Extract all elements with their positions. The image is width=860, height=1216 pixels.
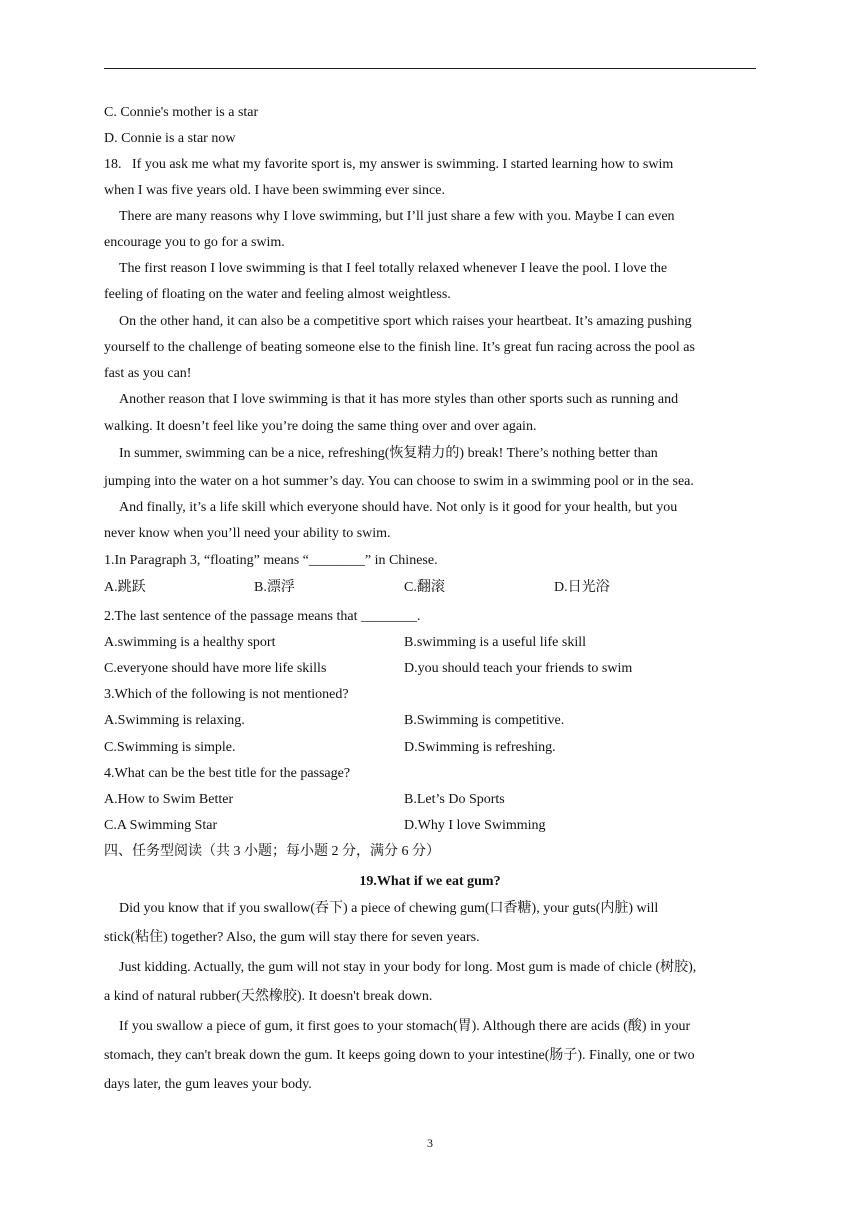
passage-line: days later, the gum leaves your body.: [104, 1077, 312, 1092]
question-1-stem: 1.In Paragraph 3, “floating” means “________” in Chinese.: [104, 553, 438, 568]
question-4-option-a: A.How to Swim Better: [104, 792, 234, 807]
question-2-option-a: A.swimming is a healthy sport: [104, 635, 276, 650]
question-3-option-b: B.Swimming is competitive.: [404, 713, 565, 728]
passage-line: encourage you to go for a swim.: [104, 235, 285, 250]
passage-line: The first reason I love swimming is that I feel totally relaxed whenever I leave the pool. I love the: [119, 261, 668, 276]
passage-line: On the other hand, it can also be a competitive sport which raises your heartbeat. It’s amazing pushing: [119, 314, 692, 329]
passage-line: jumping into the water on a hot summer’s day. You can choose to swim in a swimming pool or in the sea.: [104, 474, 694, 489]
passage-line: when I was five years old. I have been swimming ever since.: [104, 183, 445, 198]
question-2-option-d: D.you should teach your friends to swim: [404, 661, 633, 676]
passage-line: walking. It doesn’t feel like you’re doing the same thing over and over again.: [104, 419, 537, 434]
question-2-option-c: C.everyone should have more life skills: [104, 661, 327, 676]
question-4-stem: 4.What can be the best title for the passage?: [104, 766, 351, 781]
passage-line: fast as you can!: [104, 366, 192, 381]
question-4-option-b: B.Let’s Do Sports: [404, 792, 505, 807]
question-3-option-d: D.Swimming is refreshing.: [404, 740, 556, 755]
question-4-option-d: D.Why I love Swimming: [404, 818, 546, 833]
header-rule: [104, 68, 756, 69]
question-2-option-b: B.swimming is a useful life skill: [404, 635, 586, 650]
question-3-option-c: C.Swimming is simple.: [104, 740, 236, 755]
option-c-line: C. Connie's mother is a star: [104, 105, 259, 120]
passage-title: 19.What if we eat gum?: [359, 874, 501, 889]
passage-line: yourself to the challenge of beating someone else to the finish line. It’s great fun racing across the pool as: [104, 340, 695, 355]
passage-line: There are many reasons why I love swimming, but I’ll just share a few with you. Maybe I can even: [119, 209, 675, 224]
passage-line: Did you know that if you swallow(吞下) a piece of chewing gum(口香糖), your guts(内脏) will: [119, 901, 659, 916]
question-4-option-c: C.A Swimming Star: [104, 818, 218, 833]
question-3-option-a: A.Swimming is relaxing.: [104, 713, 245, 728]
passage-line: feeling of floating on the water and feeling almost weightless.: [104, 287, 451, 302]
passage-line: Another reason that I love swimming is that it has more styles than other sports such as running and: [119, 392, 679, 407]
question-1-option-c: C.翻滚: [404, 580, 445, 595]
section-heading: 四、任务型阅读（共 3 小题；每小题 2 分，满分 6 分）: [104, 844, 440, 859]
passage-line: a kind of natural rubber(天然橡胶). It doesn't break down.: [104, 989, 433, 1004]
question-2-stem: 2.The last sentence of the passage means that ________.: [104, 609, 421, 624]
question-1-option-d: D.日光浴: [554, 580, 610, 595]
passage-line: stomach, they can't break down the gum. It keeps going down to your intestine(肠子). Finally, one or two: [104, 1048, 695, 1063]
passage-line: Just kidding. Actually, the gum will not stay in your body for long. Most gum is made of chicle (树胶),: [119, 960, 697, 975]
passage-line: stick(粘住) together? Also, the gum will stay there for seven years.: [104, 930, 480, 945]
question-1-option-a: A.跳跃: [104, 580, 146, 595]
question-1-option-b: B.漂浮: [254, 580, 295, 595]
option-d-line: D. Connie is a star now: [104, 131, 236, 146]
passage-line: In summer, swimming can be a nice, refreshing(恢复精力的) break! There’s nothing better than: [119, 446, 658, 461]
passage-line: never know when you’ll need your ability to swim.: [104, 526, 391, 541]
question-3-stem: 3.Which of the following is not mentioned?: [104, 687, 349, 702]
passage-line: 18. If you ask me what my favorite sport is, my answer is swimming. I started learning how to swim: [104, 157, 674, 172]
passage-line: If you swallow a piece of gum, it first goes to your stomach(胃). Although there are acids (酸) in your: [119, 1019, 691, 1034]
page-number: 3: [427, 1136, 433, 1150]
passage-line: And finally, it’s a life skill which everyone should have. Not only is it good for your health, but you: [119, 500, 678, 515]
